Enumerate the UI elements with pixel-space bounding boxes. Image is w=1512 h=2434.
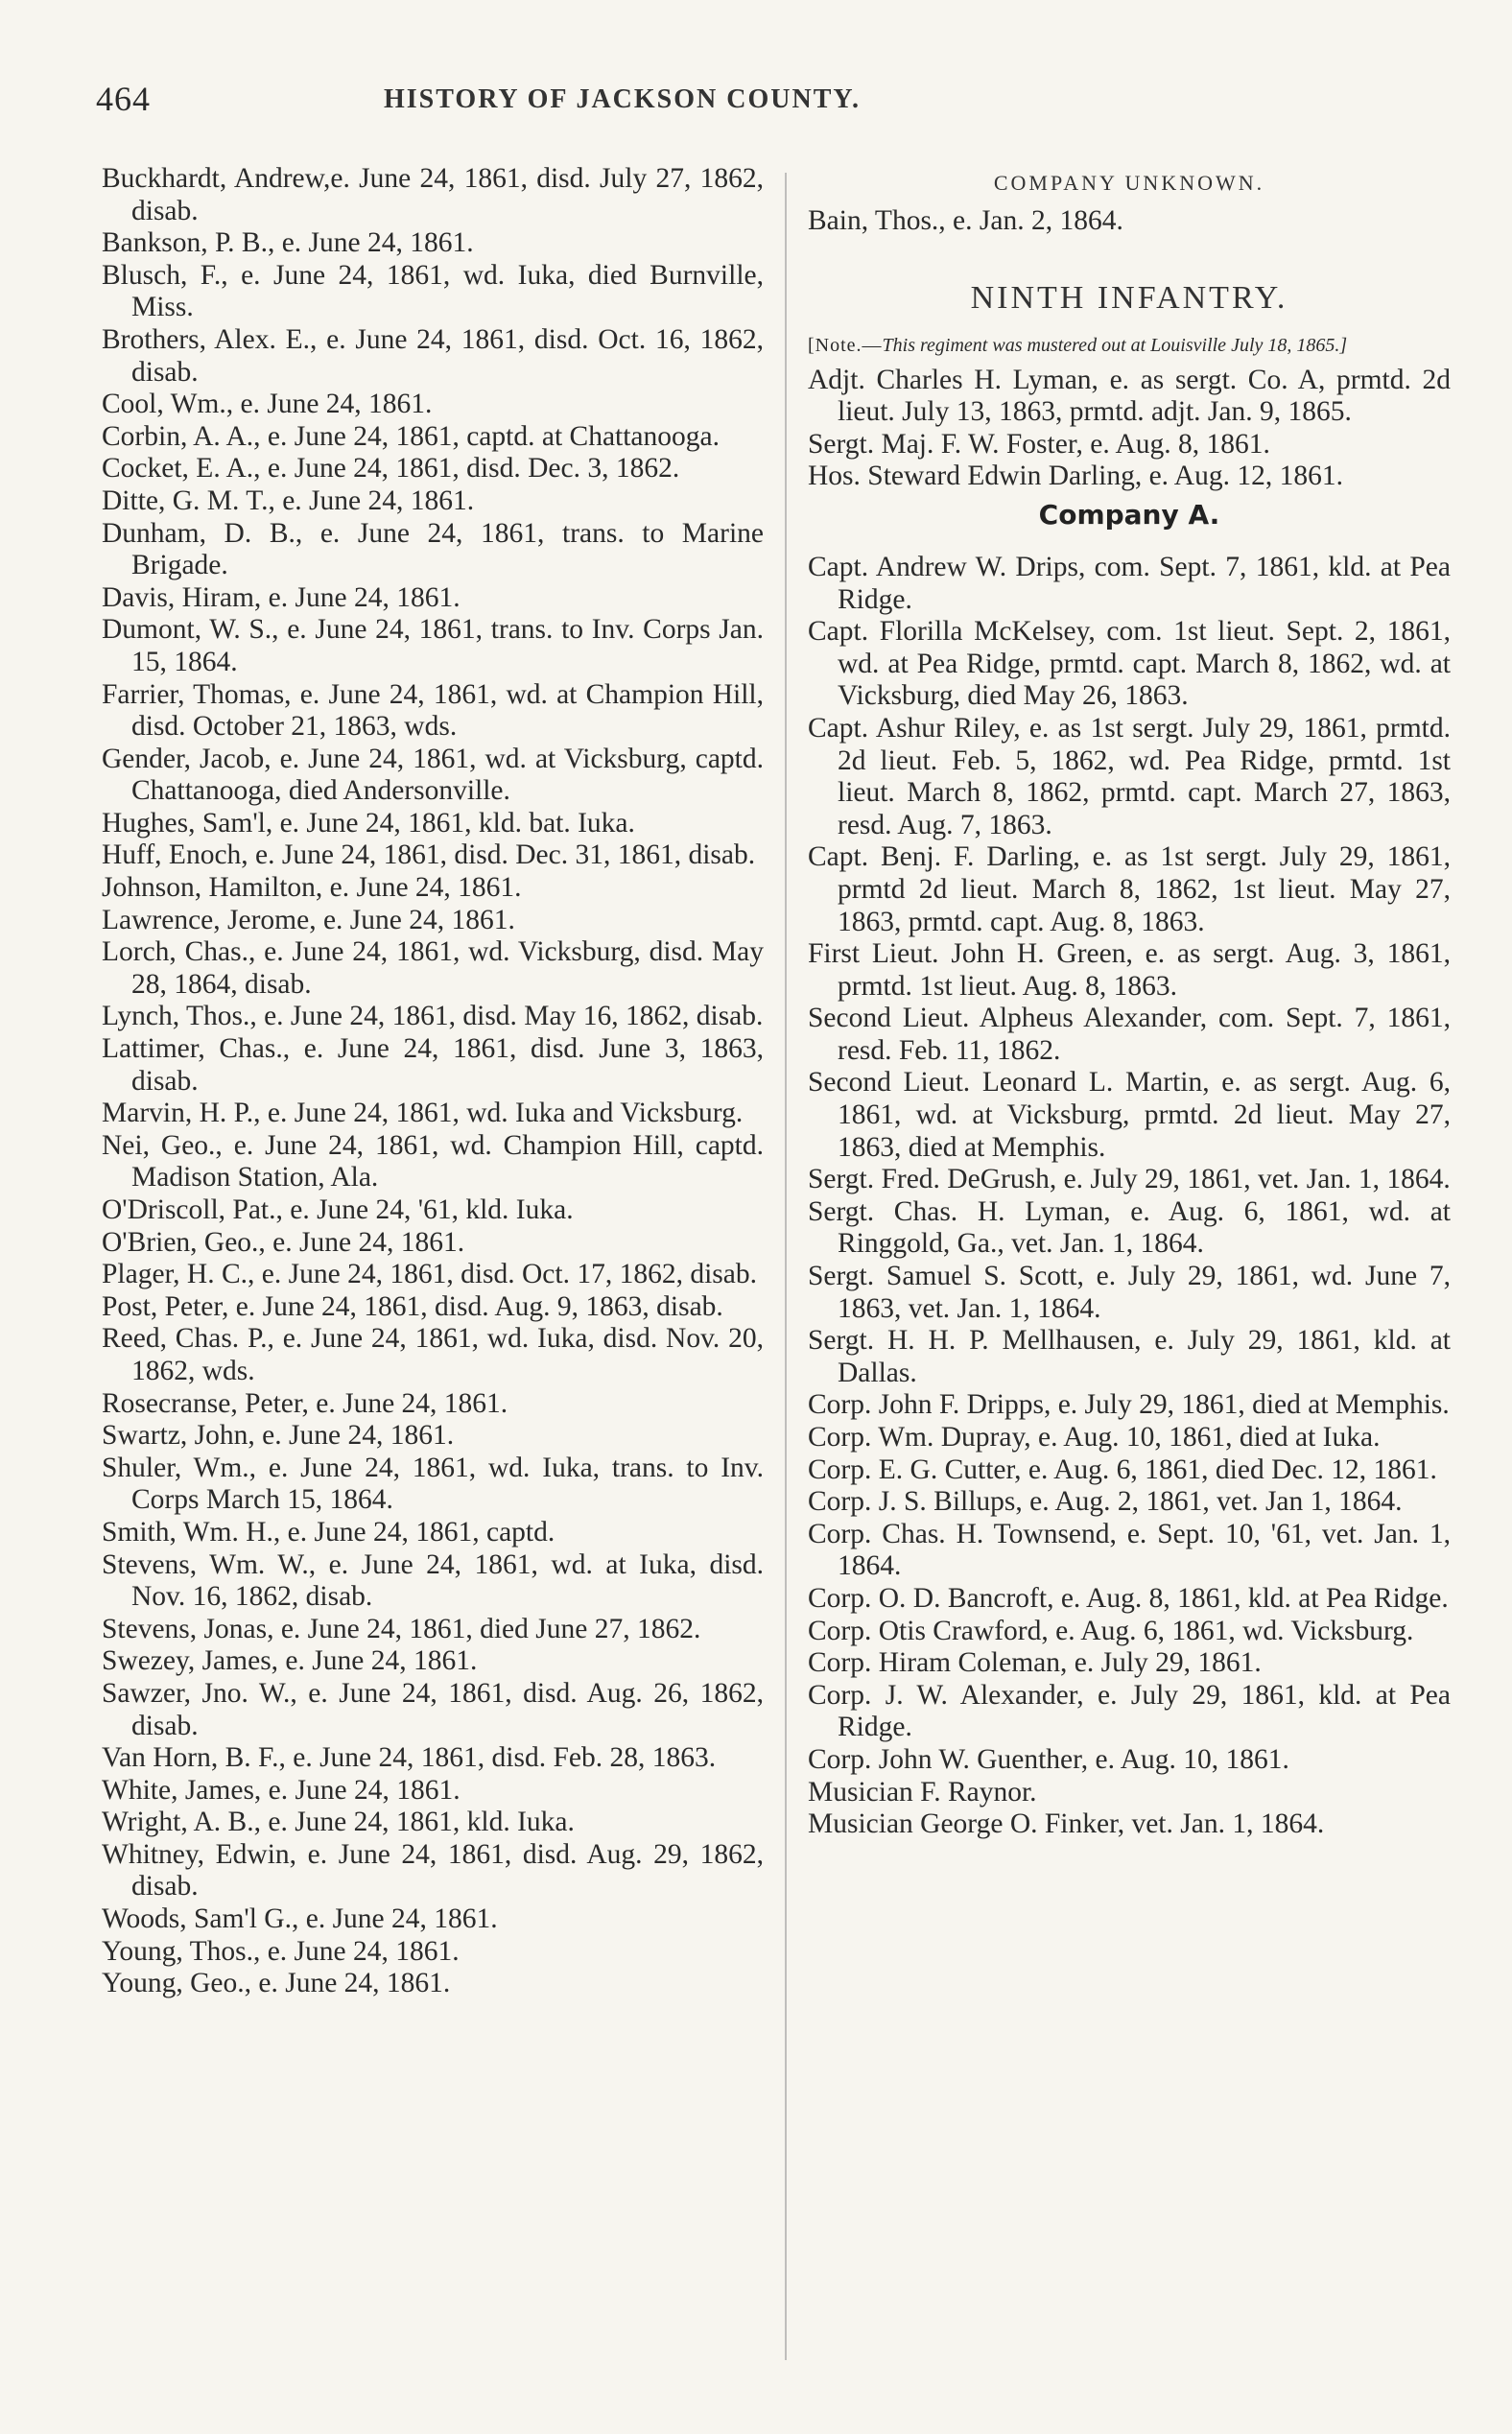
- roster-entry: Swezey, James, e. June 24, 1861.: [102, 1645, 478, 1677]
- roster-entry: Cocket, E. A., e. June 24, 1861, disd. Dec. 3, 1862.: [102, 453, 680, 484]
- running-head: HISTORY OF JACKSON COUNTY.: [384, 84, 862, 114]
- roster-entry: O'Driscoll, Pat., e. June 24, '61, kld. Iuka.: [102, 1194, 574, 1225]
- roster-entry: Musician F. Raynor.: [808, 1776, 1037, 1808]
- roster-entry: Plager, H. C., e. June 24, 1861, disd. Oct. 17, 1862, disab.: [102, 1259, 757, 1290]
- left-column: [102, 163, 764, 2000]
- note-text: This regiment was mustered out at Louisville July 18, 1865.]: [882, 334, 1348, 356]
- roster-entry: Dunham, D. B., e. June 24, 1861, trans. to Marine Brigade.: [102, 517, 764, 581]
- roster-entry: Van Horn, B. F., e. June 24, 1861, disd. Feb. 28, 1863.: [102, 1742, 717, 1774]
- roster-entry: Corp. O. D. Bancroft, e. Aug. 8, 1861, kld. at Pea Ridge.: [808, 1582, 1449, 1614]
- roster-entry: Bain, Thos., e. Jan. 2, 1864.: [808, 205, 1123, 236]
- roster-entry: Hos. Steward Edwin Darling, e. Aug. 12, 1861.: [808, 461, 1343, 492]
- roster-entry: Sergt. Samuel S. Scott, e. July 29, 1861, wd. June 7, 1863, vet. Jan. 1, 1864.: [808, 1261, 1451, 1324]
- roster-entry: Corp. J. S. Billups, e. Aug. 2, 1861, vet. Jan 1, 1864.: [808, 1486, 1403, 1518]
- roster-entry: Second Lieut. Alpheus Alexander, com. Sept. 7, 1861, resd. Feb. 11, 1862.: [808, 1003, 1451, 1066]
- roster-entry: Woods, Sam'l G., e. June 24, 1861.: [102, 1903, 498, 1935]
- roster-entry: Second Lieut. Leonard L. Martin, e. as sergt. Aug. 6, 1861, wd. at Vicksburg, prmtd. 2d lieut. May 27, 1863, died at Memphis.: [808, 1067, 1451, 1163]
- roster-entry: Brothers, Alex. E., e. June 24, 1861, disd. Oct. 16, 1862, disab.: [102, 323, 764, 388]
- roster-entry: Gender, Jacob, e. June 24, 1861, wd. at Vicksburg, captd. Chattanooga, died Andersonville.: [102, 743, 764, 807]
- roster-entry: Sergt. Maj. F. W. Foster, e. Aug. 8, 1861.: [808, 428, 1270, 460]
- page-header: [96, 79, 1075, 127]
- roster-entry: Corp. Hiram Coleman, e. July 29, 1861.: [808, 1647, 1262, 1679]
- roster-entry: Sergt. Chas. H. Lyman, e. Aug. 6, 1861, wd. at Ringgold, Ga., vet. Jan. 1, 1864.: [808, 1195, 1451, 1260]
- roster-entry: Huff, Enoch, e. June 24, 1861, disd. Dec. 31, 1861, disab.: [102, 839, 756, 871]
- roster-entry: Corp. John W. Guenther, e. Aug. 10, 1861.: [808, 1743, 1289, 1775]
- roster-entry: Capt. Benj. F. Darling, e. as 1st sergt. July 29, 1861, prmtd 2d lieut. March 8, 1862, 1st lieut. May 27, 1863, prmtd. capt. Aug. 8, 1863.: [808, 841, 1451, 937]
- roster-entry: Sergt. H. H. P. Mellhausen, e. July 29, 1861, kld. at Dallas.: [808, 1325, 1451, 1388]
- regiment-heading: NINTH INFANTRY.: [970, 279, 1288, 316]
- company-unknown-heading: COMPANY UNKNOWN.: [993, 171, 1265, 195]
- company-unknown-list: [808, 205, 1451, 238]
- roster-entry: Dumont, W. S., e. June 24, 1861, trans. to Inv. Corps Jan. 15, 1864.: [102, 614, 764, 677]
- roster-entry: Young, Geo., e. June 24, 1861.: [102, 1968, 451, 1999]
- roster-entry: Marvin, H. P., e. June 24, 1861, wd. Iuka and Vicksburg.: [102, 1098, 744, 1129]
- roster-entry: Stevens, Jonas, e. June 24, 1861, died June 27, 1862.: [102, 1613, 701, 1644]
- roster-entry: Buckhardt, Andrew,e. June 24, 1861, disd. July 27, 1862, disab.: [102, 163, 764, 226]
- note-prefix: [Note.—: [808, 334, 883, 356]
- roster-entry: Corp. E. G. Cutter, e. Aug. 6, 1861, died Dec. 12, 1861.: [808, 1453, 1437, 1485]
- roster-entry: Sawzer, Jno. W., e. June 24, 1861, disd. Aug. 26, 1862, disab.: [102, 1677, 764, 1741]
- roster-entry: Corp. J. W. Alexander, e. July 29, 1861, kld. at Pea Ridge.: [808, 1679, 1451, 1743]
- roster-entry: Capt. Florilla McKelsey, com. 1st lieut. Sept. 2, 1861, wd. at Pea Ridge, prmtd. capt. March 8, 1862, wd. at Vicksburg, died May 26, 1863.: [808, 616, 1451, 712]
- roster-entry: Reed, Chas. P., e. June 24, 1861, wd. Iuka, disd. Nov. 20, 1862, wds.: [102, 1323, 764, 1386]
- roster-entry: Capt. Ashur Riley, e. as 1st sergt. July 29, 1861, prmtd. 2d lieut. Feb. 5, 1862, wd. Pea Ridge, prmtd. 1st lieut. March 8, 1862, prmtd. capt. March 27, 1863, resd. Aug. 7, 1863.: [808, 712, 1451, 840]
- regiment-note: [808, 334, 1451, 357]
- roster-entry: Corp. John F. Dripps, e. July 29, 1861, died at Memphis.: [808, 1389, 1450, 1421]
- roster-entry: Bankson, P. B., e. June 24, 1861.: [102, 227, 474, 259]
- roster-entry: Corp. Otis Crawford, e. Aug. 6, 1861, wd. Vicksburg.: [808, 1615, 1414, 1646]
- roster-entry: Lynch, Thos., e. June 24, 1861, disd. May 16, 1862, disab.: [102, 1001, 764, 1032]
- roster-entry: Lattimer, Chas., e. June 24, 1861, disd. June 3, 1863, disab.: [102, 1033, 764, 1097]
- roster-entry: Smith, Wm. H., e. June 24, 1861, captd.: [102, 1516, 555, 1548]
- page-number: 464: [96, 80, 151, 118]
- roster-entry: Corbin, A. A., e. June 24, 1861, captd. at Chattanooga.: [102, 420, 720, 452]
- roster-entry: Corp. Wm. Dupray, e. Aug. 10, 1861, died at Iuka.: [808, 1422, 1381, 1453]
- roster-entry: Musician George O. Finker, vet. Jan. 1, 1864.: [808, 1808, 1325, 1840]
- roster-entry: Lawrence, Jerome, e. June 24, 1861.: [102, 904, 515, 935]
- roster-entry: White, James, e. June 24, 1861.: [102, 1774, 461, 1806]
- roster-entry: Capt. Andrew W. Drips, com. Sept. 7, 1861, kld. at Pea Ridge.: [808, 551, 1451, 615]
- roster-entry: Adjt. Charles H. Lyman, e. as sergt. Co. A, prmtd. 2d lieut. July 13, 1863, prmtd. adjt. Jan. 9, 1865.: [808, 364, 1451, 428]
- column-divider: [785, 173, 787, 2360]
- roster-entry: Davis, Hiram, e. June 24, 1861.: [102, 581, 461, 613]
- roster-entry: Swartz, John, e. June 24, 1861.: [102, 1420, 455, 1452]
- roster-entry: Sergt. Fred. DeGrush, e. July 29, 1861, vet. Jan. 1, 1864.: [808, 1164, 1451, 1195]
- roster-entry: Shuler, Wm., e. June 24, 1861, wd. Iuka, trans. to Inv. Corps March 15, 1864.: [102, 1452, 764, 1516]
- company-a-heading: Company A.: [1038, 498, 1220, 531]
- roster-entry: Hughes, Sam'l, e. June 24, 1861, kld. bat. Iuka.: [102, 807, 635, 839]
- roster-entry: Stevens, Wm. W., e. June 24, 1861, wd. at Iuka, disd. Nov. 16, 1862, disab.: [102, 1548, 764, 1613]
- right-column: [808, 163, 1451, 1841]
- roster-entry: Post, Peter, e. June 24, 1861, disd. Aug. 9, 1863, disab.: [102, 1290, 723, 1322]
- roster-entry: Lorch, Chas., e. June 24, 1861, wd. Vicksburg, disd. May 28, 1864, disab.: [102, 936, 764, 1000]
- roster-entry: Farrier, Thomas, e. June 24, 1861, wd. at Champion Hill, disd. October 21, 1863, wds.: [102, 678, 764, 743]
- roster-entry: First Lieut. John H. Green, e. as sergt. Aug. 3, 1861, prmtd. 1st lieut. Aug. 8, 1863.: [808, 938, 1451, 1002]
- roster-entry: Blusch, F., e. June 24, 1861, wd. Iuka, died Burnville, Miss.: [102, 259, 764, 323]
- roster-entry: O'Brien, Geo., e. June 24, 1861.: [102, 1226, 465, 1258]
- roster-entry: Johnson, Hamilton, e. June 24, 1861.: [102, 872, 522, 904]
- staff-list: [808, 365, 1451, 493]
- roster-entry: Young, Thos., e. June 24, 1861.: [102, 1935, 460, 1967]
- roster-entry: Wright, A. B., e. June 24, 1861, kld. Iuka.: [102, 1807, 575, 1838]
- roster-entry: Cool, Wm., e. June 24, 1861.: [102, 389, 433, 420]
- roster-entry: Nei, Geo., e. June 24, 1861, wd. Champion Hill, captd. Madison Station, Ala.: [102, 1129, 764, 1193]
- roster-entry: Corp. Chas. H. Townsend, e. Sept. 10, '61, vet. Jan. 1, 1864.: [808, 1518, 1451, 1582]
- company-a-list: [808, 552, 1451, 1841]
- roster-entry: Ditte, G. M. T., e. June 24, 1861.: [102, 484, 475, 516]
- roster-entry: Rosecranse, Peter, e. June 24, 1861.: [102, 1387, 508, 1419]
- roster-entry: Whitney, Edwin, e. June 24, 1861, disd. Aug. 29, 1862, disab.: [102, 1838, 764, 1902]
